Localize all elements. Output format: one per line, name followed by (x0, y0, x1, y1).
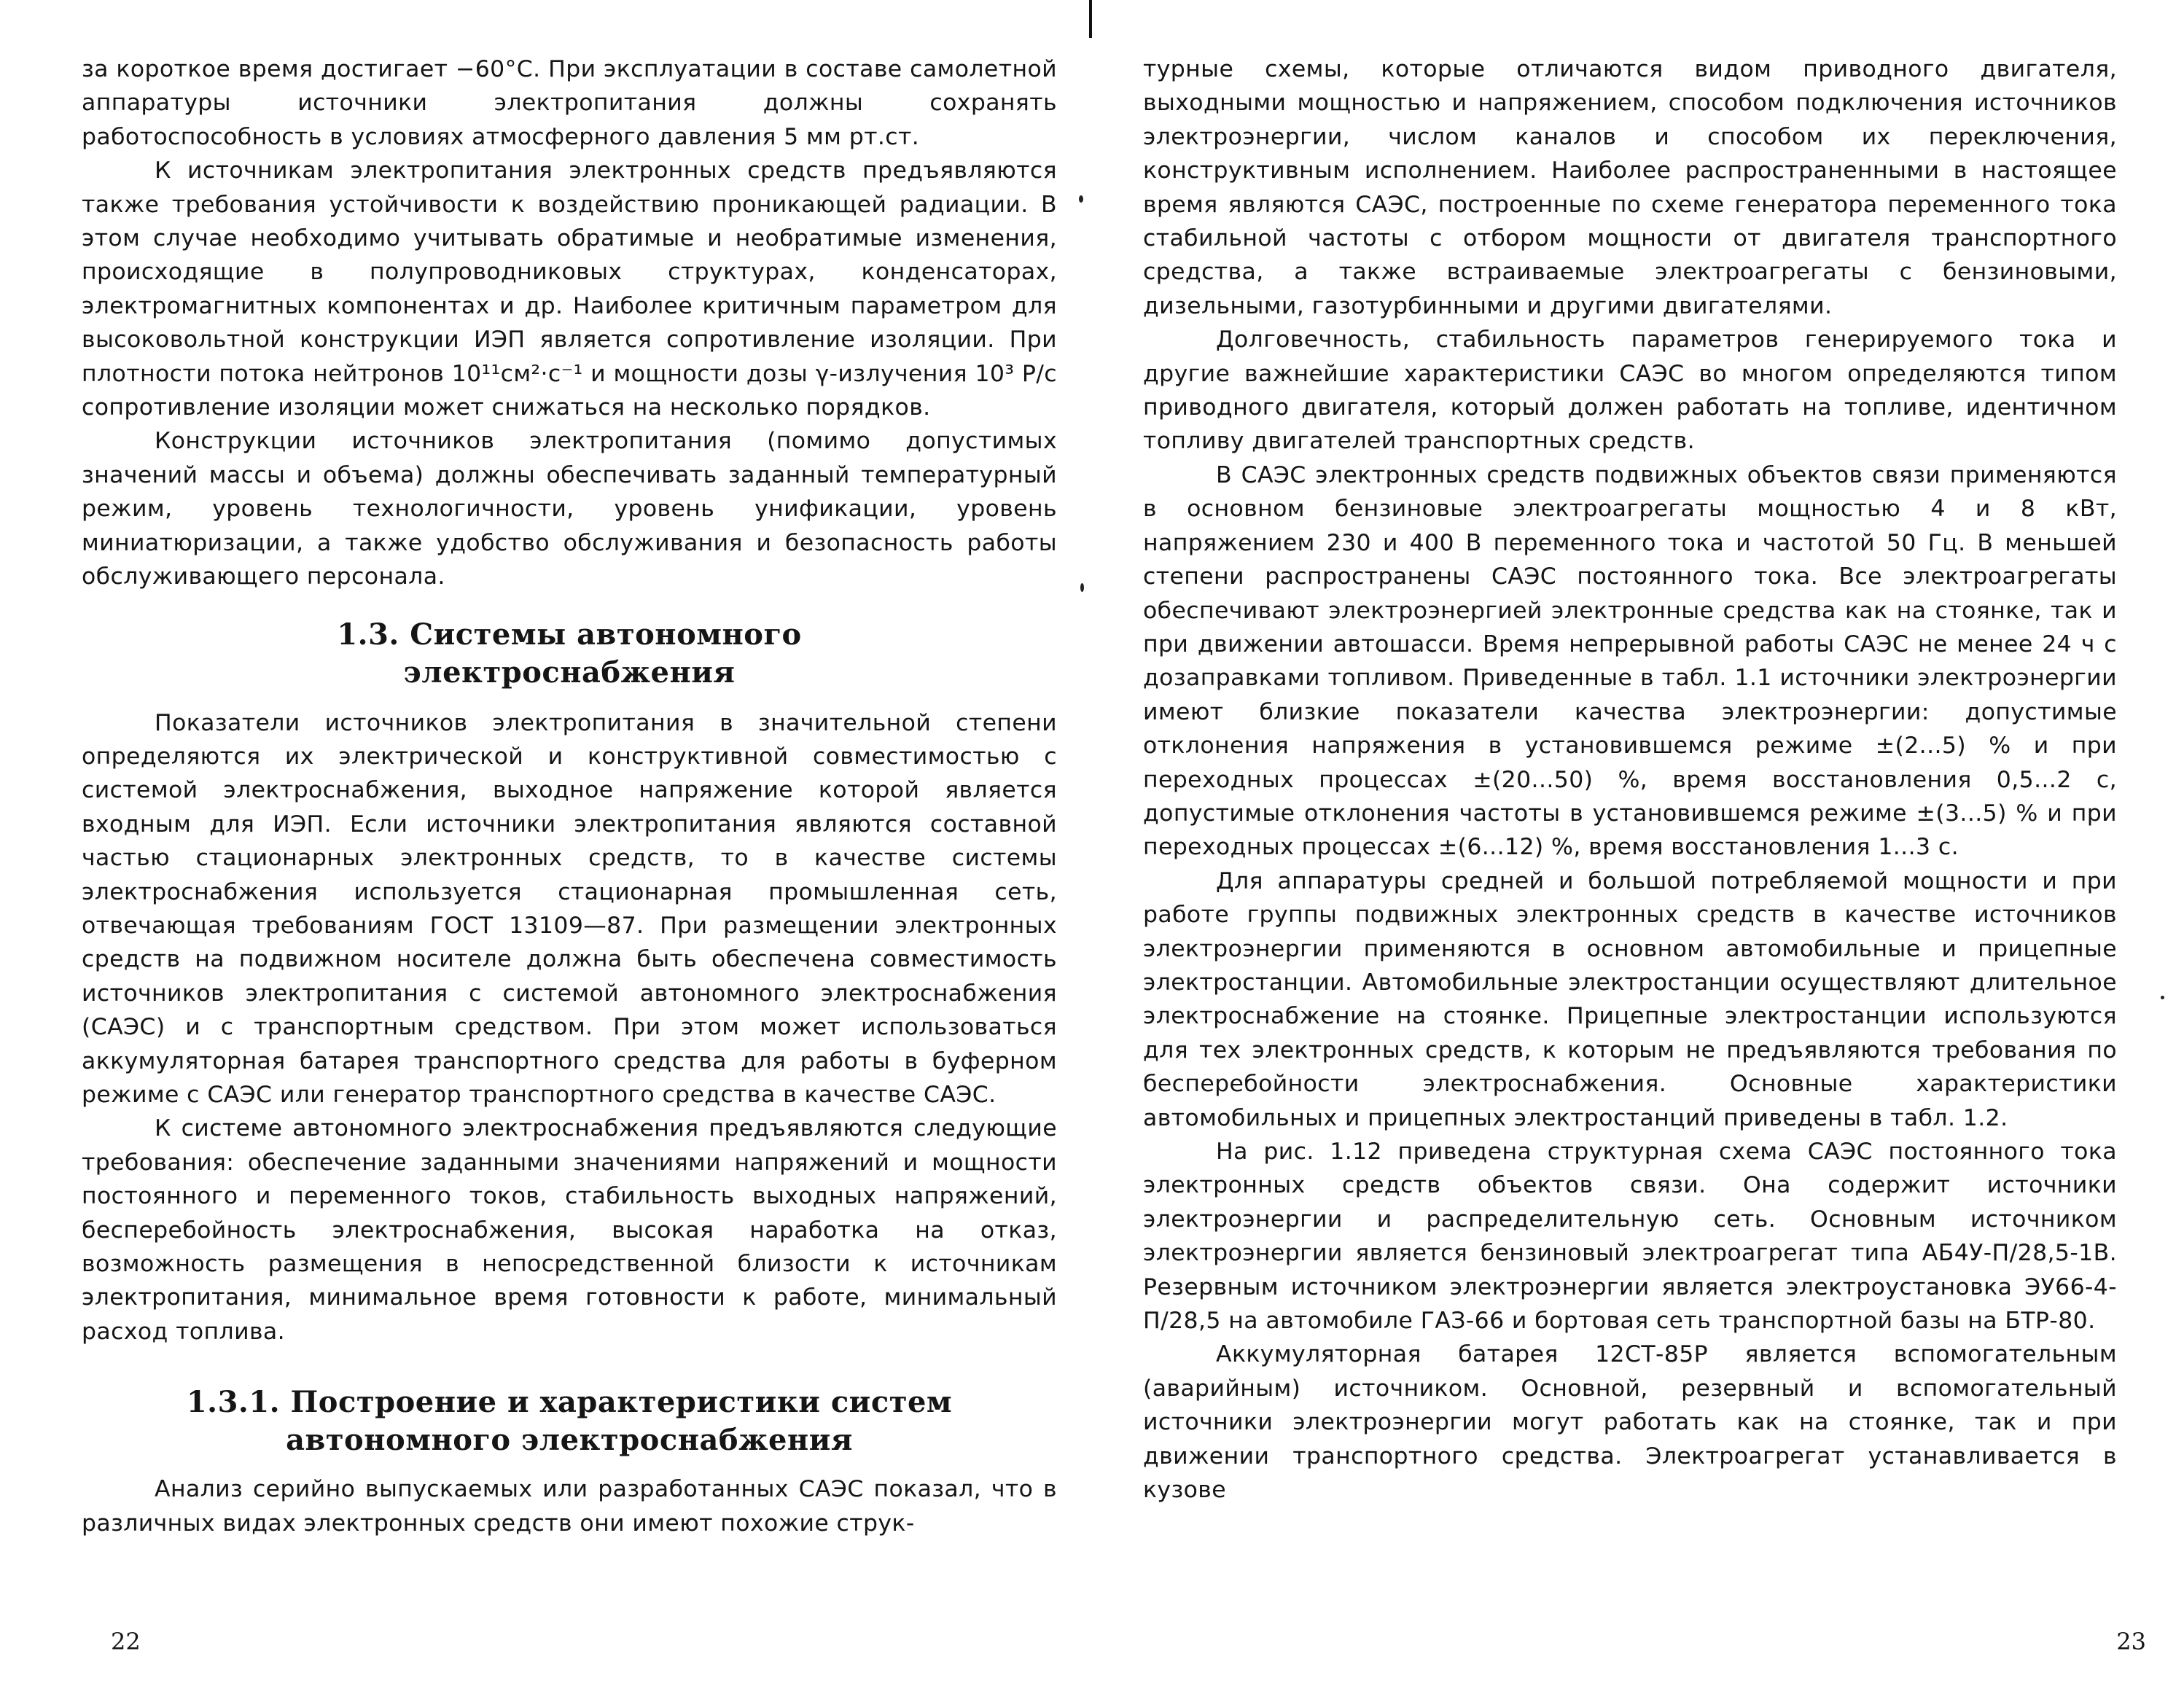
page-number: 23 (2116, 1628, 2146, 1655)
paragraph: турные схемы, которые отличаются видом приводного двигателя, выходными мощностью и напряжением, способом подключения источников электроэнергии, числом каналов и способом их переключения, конструктивным исполнением. Наиболее распространенными в настоящее время являются САЭС, построенные по схеме генератора переменного тока стабильной частоты с отбором мощности от двигателя транспортного средства, а также встраиваемые электроагрегаты с бензиновыми, дизельными, газотурбинными и другими двигателями. (1143, 56, 2117, 319)
scan-speck (1080, 583, 1084, 592)
paragraph: Конструкции источников электропитания (помимо допустимых значений массы и объема) должны обеспечивать заданный температурный режим, уровень технологичности, уровень унификации, уровень миниатюризации, а также удобство обслуживания и безопасность работы обслуживающего персонала. (82, 428, 1057, 590)
left-text-column (82, 52, 1057, 1540)
subsection-heading-line: 1.3.1. Построение и характеристики систем (186, 1385, 953, 1420)
subsection-heading-line: автономного электроснабжения (286, 1423, 853, 1458)
paragraph: На рис. 1.12 приведена структурная схема САЭС постоянного тока электронных средств объектов связи. Она содержит источники электроэнергии и распределительную сеть. Основным источником электроэнергии является бензиновый электроагрегат типа АБ4У-П/28,5-1В. Резервным источником электроэнергии является электроустановка ЭУ66-4-П/28,5 на автомобиле ГАЗ-66 и бортовая сеть транспортной базы на БТР-80. (1143, 1139, 2117, 1335)
paragraph: за короткое время достигает −60°C. При эксплуатации в составе самолетной аппаратуры источники электропитания должны сохранять работоспособность в условиях атмосферного давления 5 мм рт.ст. (82, 56, 1057, 150)
section-heading-line: 1.3. Системы автономного (337, 617, 802, 652)
section-heading-line: электроснабжения (403, 655, 736, 690)
paragraph: В САЭС электронных средств подвижных объектов связи применяются в основном бензиновые электроагрегаты мощностью 4 и 8 кВт, напряжением 230 и 400 В переменного тока и частотой 50 Гц. В меньшей степени распространены САЭС постоянного тока. Все электроагрегаты обеспечивают электроэнергией электронные средства как на стоянке, так и при движении автошасси. Время непрерывной работы САЭС не менее 24 ч с дозаправками топливом. Приведенные в табл. 1.1 источники электроэнергии имеют близкие показатели качества электроэнергии: допустимые отклонения напряжения в установившемся режиме ±(2...5) % и при переходных процессах ±(20...50) %, время восстановления 0,5...2 с, допустимые отклонения частоты в установившемся режиме ±(3...5) % и при переходных процессах ±(6...12) %, время восстановления 1...3 с. (1143, 461, 2117, 861)
paragraph: К источникам электропитания электронных средств предъявляются также требования устойчивости к воздействию проникающей радиации. В этом случае необходимо учитывать обратимые и необратимые изменения, происходящие в полупроводниковых структурах, конденсаторах, электромагнитных компонентах и др. Наиболее критичным параметром для высоковольтной конструкции ИЭП является сопротивление изоляции. При плотности потока нейтронов 10¹¹см²·с⁻¹ и мощности дозы γ-излучения 10³ Р/с сопротивление изоляции может снижаться на несколько порядков. (82, 157, 1057, 421)
right-page (1092, 0, 2184, 1686)
paragraph: Аккумуляторная батарея 12СТ-85Р является вспомогательным (аварийным) источником. Основной, резервный и вспомогательный источники электроэнергии могут работать как на стоянке, так и при движении транспортного средства. Электроагрегат устанавливается в кузове (1143, 1341, 2117, 1504)
paragraph: Долговечность, стабильность параметров генерируемого тока и другие важнейшие характеристики САЭС во многом определяются типом приводного двигателя, который должен работать на топливе, идентичном топливу двигателей транспортных средств. (1143, 327, 2117, 455)
paragraph: Анализ серийно выпускаемых или разработанных САЭС показал, что в различных видах электронных средств они имеют похожие струк- (82, 1476, 1057, 1537)
right-text-column (1143, 52, 2117, 1507)
scan-speck (1079, 195, 1083, 203)
scan-speck (2161, 996, 2164, 999)
page-number: 22 (111, 1628, 141, 1655)
section-heading (82, 616, 1057, 692)
paragraph: Для аппаратуры средней и большой потребляемой мощности и при работе группы подвижных электронных средств в качестве источников электроэнергии применяются в основном автомобильные и прицепные электростанции. Автомобильные электростанции осуществляют длительное электроснабжение на стоянке. Прицепные электростанции используются для тех электронных средств, к которым не предъявляются требования по бесперебойности электроснабжения. Основные характеристики автомобильных и прицепных электростанций приведены в табл. 1.2. (1143, 867, 2117, 1131)
subsection-heading (82, 1383, 1057, 1459)
paragraph: Показатели источников электропитания в значительной степени определяются их электрической и конструктивной совместимостью с системой электроснабжения, выходное напряжение которой является входным для ИЭП. Если источники электропитания являются составной частью стационарных электронных средств, то в качестве системы электроснабжения используется стационарная промышленная сеть, отвечающая требованиям ГОСТ 13109—87. При размещении электронных средств на подвижном носителе должна быть обеспечена совместимость источников электропитания с системой автономного электроснабжения (САЭС) и с транспортным средством. При этом может использоваться аккумуляторная батарея транспортного средства для работы в буферном режиме с САЭС или генератор транспортного средства в качестве САЭС. (82, 709, 1057, 1108)
paragraph: К системе автономного электроснабжения предъявляются следующие требования: обеспечение заданными значениями напряжений и мощности постоянного и переменного токов, стабильность выходных напряжений, бесперебойность электроснабжения, высокая наработка на отказ, возможность размещения в непосредственной близости к источникам электропитания, минимальное время готовности к работе, минимальный расход топлива. (82, 1115, 1057, 1345)
